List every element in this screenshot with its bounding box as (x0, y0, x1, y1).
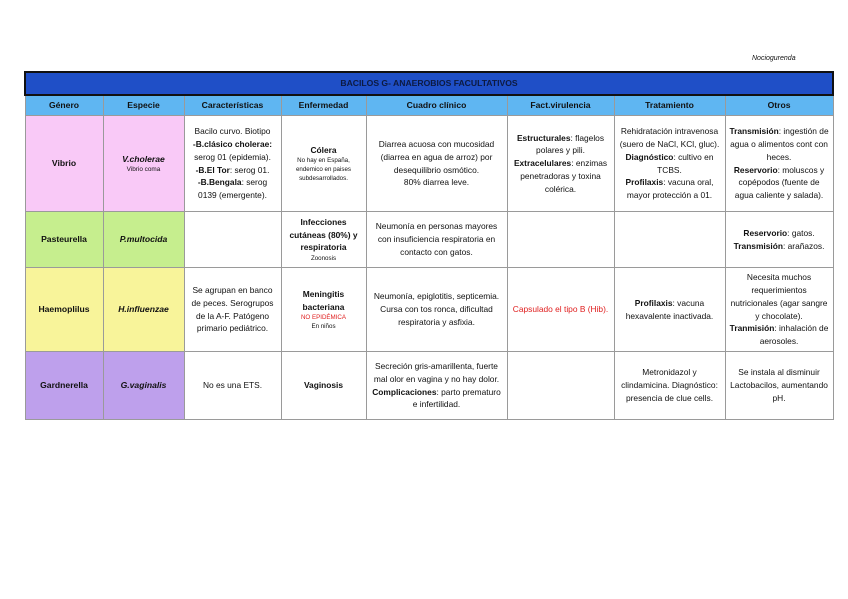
especie-name: H.influenzae (118, 304, 169, 315)
caract-intro: Bacilo curvo. Biotipo (194, 126, 271, 137)
enfermedad-note: No hay en España, endemico en paises subdesarrollados. (295, 157, 352, 183)
cell-tratamiento (614, 116, 725, 212)
cell-fact-virulencia (507, 352, 614, 420)
table-row (25, 116, 833, 212)
enfermedad-name: Meningitis bacteriana (302, 288, 345, 312)
cell-cuadro-clinico: Neumonía en personas mayores con insuficiencia respiratoria en contacto con gatos. (366, 212, 507, 268)
caract-biotipo-2-text: : serog 01. (229, 164, 270, 175)
author-signature: Nociogurenda (752, 55, 796, 62)
header-fact-virulencia: Fact.virulencia (507, 95, 614, 116)
otros-transmision-label: Tranmisión (729, 323, 775, 334)
header-otros: Otros (725, 95, 833, 116)
cell-especie (103, 116, 184, 212)
tratamiento-profilaxis-label: Profilaxis (625, 177, 664, 188)
header-row (25, 95, 833, 116)
tratamiento-profilaxis-text: : vacuna oral, mayor protección a 01. (626, 177, 714, 201)
cell-enfermedad (281, 116, 366, 212)
enfermedad-note: Zoonosis (310, 255, 337, 263)
cell-fact-virulencia (507, 116, 614, 212)
enfermedad-name: Vaginosis (303, 380, 344, 391)
cell-caracteristicas: No es una ETS. (184, 352, 281, 420)
especie-name: V.cholerae (122, 153, 165, 164)
cell-enfermedad (281, 212, 366, 268)
cell-tratamiento (614, 268, 725, 352)
virulencia-extracelulares-text: : enzimas penetradoras y toxina colérica. (520, 158, 608, 194)
otros-reservorio-label: Reservorio (733, 164, 778, 175)
cell-enfermedad (281, 352, 366, 420)
caract-biotipo-1-text: serog 01 (epidemia). (194, 151, 271, 162)
otros-transmision-text: : arañazos. (782, 240, 825, 251)
tratamiento-diagnostico-text: : cultivo en TCBS. (657, 151, 714, 175)
cell-genero: Pasteurella (25, 212, 103, 268)
cell-genero: Haemoplilus (25, 268, 103, 352)
header-caracteristicas: Características (184, 95, 281, 116)
tratamiento-intro: Rehidratación intravenosa (suero de NaCl, KCl, gluc). (619, 126, 720, 149)
cell-caracteristicas (184, 212, 281, 268)
especie-name: G.vaginalis (120, 380, 167, 391)
otros-reservorio-label: Reservorio (743, 227, 788, 238)
virulencia-estructurales-label: Estructurales (516, 132, 571, 143)
cell-especie (103, 352, 184, 420)
table-title-row (25, 72, 833, 95)
enfermedad-note: En niños (311, 323, 336, 331)
cell-especie (103, 212, 184, 268)
cell-especie (103, 268, 184, 352)
enfermedad-warning: NO EPIDÉMICA (300, 314, 347, 322)
enfermedad-name: Cólera (310, 144, 337, 155)
cell-caracteristicas (184, 116, 281, 212)
header-cuadro-clinico: Cuadro clínico (366, 95, 507, 116)
cuadro-complicaciones-label: Complicaciones (372, 386, 437, 397)
header-especie: Especie (103, 95, 184, 116)
otros-transmision-text: : ingestión de agua o alimentos cont con heces. (730, 126, 829, 162)
table-row (25, 212, 833, 268)
cell-caracteristicas: Se agrupan en banco de peces. Serogrupos de la A-F. Patógeno primario pediátrico. (184, 268, 281, 352)
caract-biotipo-1-label: -B.clásico cholerae: (192, 138, 273, 149)
table-title: BACILOS G- ANAEROBIOS FACULTATIVOS (25, 72, 833, 95)
cuadro-line-1: Diarrea acuosa con mucosidad (diarrea en agua de arroz) por desequilibrio osmótico. (378, 138, 495, 175)
cell-cuadro-clinico (366, 352, 507, 420)
especie-name: P.multocida (119, 234, 168, 245)
otros-reservorio-text: : moluscos y copépodos (fuente de agua caliente y salada). (734, 164, 825, 201)
caract-biotipo-3-text: : serog 0139 (emergente). (198, 177, 268, 201)
cell-otros (725, 116, 833, 212)
cell-tratamiento: Metronidazol y clindamicina. Diagnóstico: presencia de clue cells. (614, 352, 725, 420)
cuadro-intro: Secreción gris-amarillenta, fuerte mal olor en vagina y no hay dolor. (373, 360, 500, 384)
cell-genero: Vibrio (25, 116, 103, 212)
otros-intro: Necesita muchos requerimientos nutricionales (agar sangre y chocolate). (730, 272, 828, 321)
header-tratamiento: Tratamiento (614, 95, 725, 116)
cuadro-complicaciones-text: : parto prematuro e infertilidad. (412, 386, 501, 410)
cuadro-line-2: 80% diarrea leve. (403, 177, 470, 188)
cell-fact-virulencia (507, 212, 614, 268)
virulencia-extracelulares-label: Extracelulares (513, 158, 572, 169)
enfermedad-name: Infecciones cutáneas (80%) y respiratoria (289, 216, 358, 253)
cell-tratamiento (614, 212, 725, 268)
virulencia-estructurales-text: : flagelos polares y pili. (536, 132, 605, 156)
cell-otros (725, 212, 833, 268)
cell-enfermedad (281, 268, 366, 352)
caract-biotipo-3-label: -B.Bengala (197, 177, 242, 188)
cell-genero: Gardnerella (25, 352, 103, 420)
caract-biotipo-2-label: -B.El Tor (195, 164, 230, 175)
cell-cuadro-clinico (366, 116, 507, 212)
otros-transmision-text: : inhalación de aerosoles. (759, 323, 829, 347)
cell-otros: Se instala al disminuir Lactobacilos, aumentando pH. (725, 352, 833, 420)
otros-reservorio-text: : gatos. (787, 227, 815, 238)
bacilos-table (24, 71, 834, 420)
tratamiento-profilaxis-text: : vacuna hexavalente inactivada. (625, 297, 714, 321)
header-genero: Género (25, 95, 103, 116)
tratamiento-profilaxis-label: Profilaxis (634, 297, 673, 308)
table-row (25, 268, 833, 352)
header-enfermedad: Enfermedad (281, 95, 366, 116)
table-row (25, 352, 833, 420)
especie-subtitle: Vibrio coma (126, 166, 161, 174)
tratamiento-diagnostico-label: Diagnóstico (625, 151, 674, 162)
otros-transmision-label: Transmisión (729, 126, 779, 137)
cell-cuadro-clinico: Neumonía, epiglotitis, septicemia. Cursa con tos ronca, dificultad respiratoria y asfixia. (366, 268, 507, 352)
otros-transmision-label: Transmisión (733, 240, 783, 251)
cell-fact-virulencia: Capsulado el tipo B (Hib). (507, 268, 614, 352)
cell-otros (725, 268, 833, 352)
